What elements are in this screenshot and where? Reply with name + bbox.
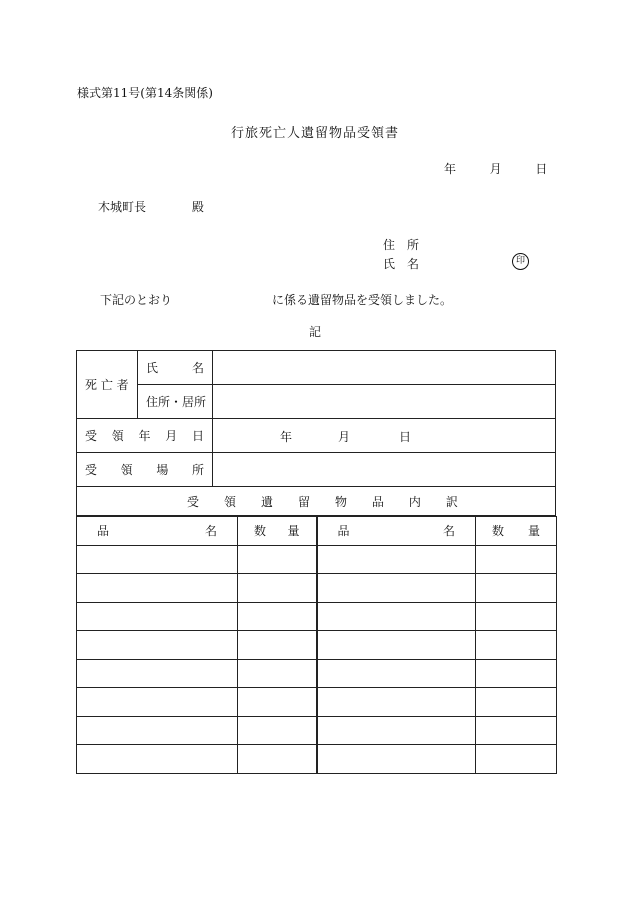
qty-cell[interactable]	[476, 631, 557, 660]
deceased-group-label: 死 亡 者	[77, 351, 138, 419]
item-cell[interactable]	[77, 574, 238, 603]
item-cell[interactable]	[317, 659, 476, 688]
item-cell[interactable]	[317, 602, 476, 631]
addressee-name: 木城町長	[98, 200, 147, 214]
qty-cell[interactable]	[238, 688, 317, 717]
qty-cell[interactable]	[476, 688, 557, 717]
qty-cell[interactable]	[238, 574, 317, 603]
item-cell[interactable]	[317, 688, 476, 717]
qty-cell[interactable]	[476, 745, 557, 774]
qty-cell[interactable]	[238, 602, 317, 631]
qty-cell[interactable]	[238, 716, 317, 745]
table-row	[77, 602, 557, 631]
items-table	[76, 516, 557, 774]
breakdown-heading: 受 領 遺 留 物 品 内 訳	[77, 487, 556, 516]
qty-cell[interactable]	[476, 659, 557, 688]
item-cell[interactable]	[317, 631, 476, 660]
statement-part1: 下記のとおり	[100, 293, 173, 307]
qty-cell[interactable]	[238, 659, 317, 688]
qty-cell[interactable]	[476, 602, 557, 631]
deceased-address-value[interactable]	[213, 385, 556, 419]
items-header-row	[77, 517, 557, 546]
form-number: 様式第11号(第14条関係)	[77, 86, 213, 100]
deceased-address-label: 住所・居所	[138, 385, 213, 419]
col-item-name-right: 品 名	[317, 517, 476, 546]
seal-mark: 印	[512, 253, 529, 270]
receipt-date-value[interactable]: 年 月 日	[213, 419, 556, 453]
item-cell[interactable]	[77, 602, 238, 631]
deceased-info-table	[76, 350, 556, 516]
col-qty-right: 数 量	[476, 517, 557, 546]
date-month: 月	[489, 162, 502, 176]
item-cell[interactable]	[77, 659, 238, 688]
table-row	[77, 659, 557, 688]
item-cell[interactable]	[77, 688, 238, 717]
applicant-address-label: 住 所	[383, 238, 420, 252]
statement	[100, 291, 452, 308]
date-day: 日	[535, 162, 548, 176]
item-cell[interactable]	[317, 574, 476, 603]
qty-cell[interactable]	[238, 745, 317, 774]
item-cell[interactable]	[77, 745, 238, 774]
qty-cell[interactable]	[476, 545, 557, 574]
table-row	[77, 688, 557, 717]
item-cell[interactable]	[317, 745, 476, 774]
table-row	[77, 631, 557, 660]
table-row	[77, 574, 557, 603]
table-row	[77, 745, 557, 774]
ki-heading: 記	[308, 325, 321, 339]
receipt-date-label: 受 領 年 月 日	[77, 419, 213, 453]
col-qty-left: 数 量	[238, 517, 317, 546]
document-title: 行旅死亡人遺留物品受領書	[230, 126, 399, 141]
qty-cell[interactable]	[238, 545, 317, 574]
table-row	[77, 716, 557, 745]
date-line	[444, 160, 547, 177]
addressee	[98, 198, 204, 215]
qty-cell[interactable]	[476, 574, 557, 603]
statement-part2: に係る遺留物品を受領しました。	[272, 293, 453, 307]
applicant-name-label: 氏 名	[383, 257, 420, 271]
item-cell[interactable]	[317, 545, 476, 574]
qty-cell[interactable]	[238, 631, 317, 660]
col-item-name-left: 品 名	[77, 517, 238, 546]
item-cell[interactable]	[77, 716, 238, 745]
deceased-name-label: 氏 名	[138, 351, 213, 385]
receipt-place-label: 受 領 場 所	[77, 453, 213, 487]
addressee-honorific: 殿	[191, 200, 204, 214]
item-cell[interactable]	[317, 716, 476, 745]
date-year: 年	[444, 162, 457, 176]
item-cell[interactable]	[77, 545, 238, 574]
qty-cell[interactable]	[476, 716, 557, 745]
deceased-name-value[interactable]	[213, 351, 556, 385]
table-row	[77, 545, 557, 574]
item-cell[interactable]	[77, 631, 238, 660]
receipt-place-value[interactable]	[213, 453, 556, 487]
